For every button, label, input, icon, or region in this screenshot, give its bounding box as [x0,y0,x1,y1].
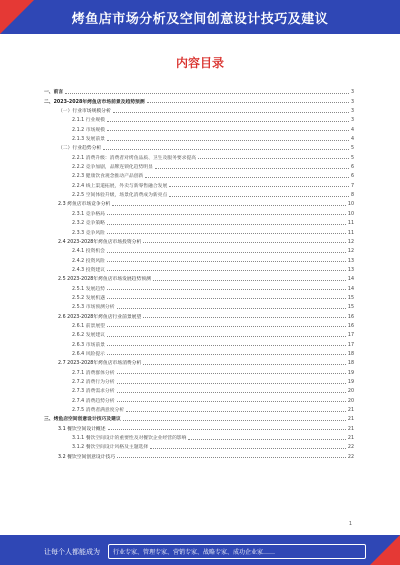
toc-entry[interactable] [44,385,354,394]
toc-leader-dots [117,308,346,309]
toc-entry-label: 2.7.2 消费行为分析 [72,380,115,385]
toc-entry[interactable] [44,329,354,338]
toc-leader-dots [169,186,349,187]
toc-leader-dots [107,224,346,225]
toc-entry[interactable] [44,86,354,95]
footer-red-corner [370,535,400,565]
toc-leader-dots [107,130,349,131]
toc-entry-label: 2.7 2023-2028年烤鱼店市场消费分析 [58,361,142,367]
toc-entry[interactable] [44,236,354,245]
toc-entry[interactable] [44,273,354,282]
toc-entry[interactable] [44,413,354,422]
toc-entry[interactable] [44,282,354,291]
toc-entry[interactable] [44,301,354,310]
toc-leader-dots [155,168,349,169]
toc-entry-page: 3 [350,109,354,115]
toc-entry[interactable] [44,95,354,104]
toc-leader-dots [103,149,349,150]
toc-leader-dots [147,102,349,103]
toc-entry-page: 10 [347,211,354,217]
toc-entry-label: 3.2 餐饮空间创意设计技巧 [58,454,116,460]
toc-entry-page: 18 [347,361,354,367]
toc-leader-dots [143,364,346,365]
toc-entry[interactable] [44,404,354,413]
toc-leader-dots [143,242,346,243]
toc-entry[interactable] [44,376,354,385]
toc-entry[interactable] [44,198,354,207]
toc-entry-page: 4 [350,137,354,143]
toc-entry-page: 21 [347,417,354,423]
toc-entry-label: 二、2023-2028年烤鱼店市场前景及趋势预测 [44,99,145,105]
toc-entry-label: 2.3.1 竞争格局 [72,211,105,217]
document-title: 烤鱼店市场分析及空间创意设计技巧及建议 [71,12,329,27]
toc-leader-dots [107,345,346,346]
toc-entry-page: 13 [347,258,354,264]
toc-entry[interactable] [44,123,354,132]
toc-leader-dots [198,158,349,159]
toc-entry-page: 12 [347,239,354,245]
toc-entry[interactable] [44,357,354,366]
toc-entry[interactable] [44,179,354,188]
toc-leader-dots [107,326,346,327]
toc-entry-page: 21 [347,436,354,442]
toc-entry-label: 2.6.1 前景展望 [72,323,105,329]
toc-entry[interactable] [44,450,354,459]
toc-entry-page: 3 [350,90,354,96]
page-header [0,0,400,34]
toc-entry-label: 一、前言 [44,90,64,96]
toc-entry[interactable] [44,320,354,329]
toc-entry[interactable] [44,394,354,403]
toc-entry-page: 7 [350,183,354,189]
toc-entry-page: 22 [347,445,354,451]
toc-entry-label: 2.6 2023-2028年烤鱼店行业前景展望 [58,314,142,320]
toc-leader-dots [108,429,346,430]
toc-entry-label: 2.3.3 竞争风险 [72,230,105,236]
toc-entry[interactable] [44,264,354,273]
toc-leader-dots [107,336,346,337]
toc-entry-label: 2.5.3 市场预测分析 [72,305,115,311]
toc-entry-page: 20 [347,389,354,395]
toc-entry-label: 2.1.2 市场规模 [72,127,105,133]
toc-entry-label: 2.7.5 消费者满意度分析 [72,408,125,414]
toc-entry-label: 2.1.1 行业规模 [72,118,105,124]
toc-entry-page: 14 [347,277,354,283]
toc-entry[interactable] [44,142,354,151]
toc-entry-page: 22 [347,454,354,460]
page-footer [0,535,400,565]
toc-entry-page: 3 [350,118,354,124]
toc-entry-label: 2.2.1 消费升级：消费者对烤鱼品质、卫生及服务要求提高 [72,155,197,161]
toc-leader-dots [169,196,349,197]
toc-heading: 内容目录 [175,56,224,70]
toc-leader-dots [107,233,346,234]
toc-leader-dots [143,317,346,318]
toc-leader-dots [145,177,349,178]
page-number: 1 [348,521,352,527]
toc-entry-label: 2.2.2 竞争加剧，品牌连锁化趋势明显 [72,165,153,171]
toc-entry-label: 2.6.4 风险提示 [72,351,105,357]
toc-leader-dots [117,401,346,402]
toc-leader-dots [117,392,346,393]
toc-entry-label: 2.4.1 投资机会 [72,249,105,255]
toc-entry-page: 17 [347,333,354,339]
toc-entry[interactable] [44,189,354,198]
toc-entry[interactable] [44,161,354,170]
toc-entry[interactable] [44,348,354,357]
toc-entry-page: 11 [347,230,354,236]
toc-entry-page: 12 [347,249,354,255]
footer-slogan: 让每个人都能成为 [44,547,100,556]
toc-entry-label: 2.3.2 竞争策略 [72,221,105,227]
toc-entry[interactable] [44,422,354,431]
toc-leader-dots [107,252,346,253]
toc-entry-label: 2.6.2 发展建议 [72,333,105,339]
toc-leader-dots [153,280,346,281]
toc-leader-dots [188,439,345,440]
toc-leader-dots [107,270,346,271]
toc-entry-page: 19 [347,370,354,376]
toc-entry-page: 13 [347,267,354,273]
toc-entry-page: 5 [350,146,354,152]
toc-entry-page: 15 [347,305,354,311]
toc-leader-dots [107,261,346,262]
toc-entry-label: 2.2.5 空间体验升级，场景化消费成为新亮点 [72,193,168,199]
toc-entry-page: 21 [347,408,354,414]
toc-entry[interactable] [44,207,354,216]
toc-entry-page: 16 [347,323,354,329]
toc-entry-page: 19 [347,380,354,385]
toc-leader-dots [113,112,349,113]
toc-entry[interactable] [44,105,354,114]
footer-row [44,544,366,559]
toc-entry-label: （一）行业市场规模分析 [58,109,111,115]
toc-entry[interactable] [44,366,354,375]
toc-entry[interactable] [44,432,354,441]
toc-entry[interactable] [44,292,354,301]
toc-entry[interactable] [44,310,354,319]
toc-entry-label: 2.4 2023-2028年烤鱼店市场投资分析 [58,239,142,245]
toc-entry-page: 20 [347,398,354,404]
toc-entry[interactable] [44,245,354,254]
toc-entry-page: 6 [350,174,354,180]
toc-entry-label: 3.1 餐饮空间设计概述 [58,426,106,432]
toc-entry-label: 2.6.3 市场前景 [72,342,105,348]
toc-entry[interactable] [44,338,354,347]
toc-entry-label: 2.5 2023-2028年烤鱼店市场发展趋势预测 [58,277,151,283]
toc-entry-label: 2.2.4 线上渠道拓展，外卖与新零售融合发展 [72,183,168,189]
toc-entry[interactable] [44,114,354,123]
toc-entry[interactable] [44,133,354,142]
toc-entry-page: 6 [350,165,354,171]
toc-entry-label: 3.1.2 餐饮空间设计风格及主题选择 [72,445,149,451]
toc-leader-dots [117,373,346,374]
toc-entry-label: 3.1.1 餐饮空间设计的重要性及对餐饮企业经营的影响 [72,436,187,442]
toc-entry-label: 三、烤鱼店空间创意设计技巧及建议 [44,417,121,423]
toc-leader-dots [107,121,349,122]
toc-entry[interactable] [44,151,354,160]
toc-entry-page: 5 [350,155,354,161]
toc-entry-page: 15 [347,295,354,301]
toc-leader-dots [107,140,349,141]
footer-roles: 行业专家、管理专家、营销专家、战略专家、成功企业家…… [108,544,366,559]
toc-leader-dots [107,354,346,355]
toc-leader-dots [107,214,346,215]
toc-entry-page: 3 [350,99,354,105]
toc-entry-label: 2.5.2 发展机遇 [72,295,105,301]
toc-entry-label: 2.5.1 发展趋势 [72,286,105,292]
toc-leader-dots [123,420,346,421]
toc-entry[interactable] [44,226,354,235]
toc-entry-page: 21 [347,426,354,432]
toc-entry[interactable] [44,441,354,450]
toc-entry-page: 11 [347,221,354,227]
toc-entry[interactable] [44,170,354,179]
toc-leader-dots [112,205,346,206]
toc-leader-dots [107,289,346,290]
toc-entry-label: 2.4.3 投资建议 [72,267,105,273]
toc-leader-dots [65,93,349,94]
toc-entry-label: 2.4.2 投资风险 [72,258,105,264]
toc-entry-page: 16 [347,314,354,320]
toc-entry-page: 17 [347,342,354,348]
toc-entry-page: 18 [347,351,354,357]
toc-entry-page: 4 [350,127,354,133]
toc-entry-label: 2.3 烤鱼店市场竞争分析 [58,202,111,208]
toc-entry-label: 2.7.3 消费需求分析 [72,389,115,395]
toc-entry-label: （二）行业趋势分析 [58,146,102,152]
toc-entry-label: 2.2.3 健康饮食观念推动产品创新 [72,174,144,180]
toc-entry[interactable] [44,217,354,226]
toc-entry[interactable] [44,254,354,263]
toc-leader-dots [117,383,346,384]
toc-entry-label: 2.7.1 消费群体分析 [72,370,115,376]
toc-entry-page: 10 [347,202,354,208]
toc-leader-dots [117,457,346,458]
toc-entry-label: 2.1.3 发展前景 [72,137,105,143]
toc-entry-page: 8 [350,193,354,199]
toc-leader-dots [107,298,346,299]
toc-entry-label: 2.7.4 消费趋势分析 [72,398,115,404]
toc-leader-dots [150,448,346,449]
table-of-contents [44,86,354,460]
toc-leader-dots [126,411,346,412]
toc-entry-page: 14 [347,286,354,292]
